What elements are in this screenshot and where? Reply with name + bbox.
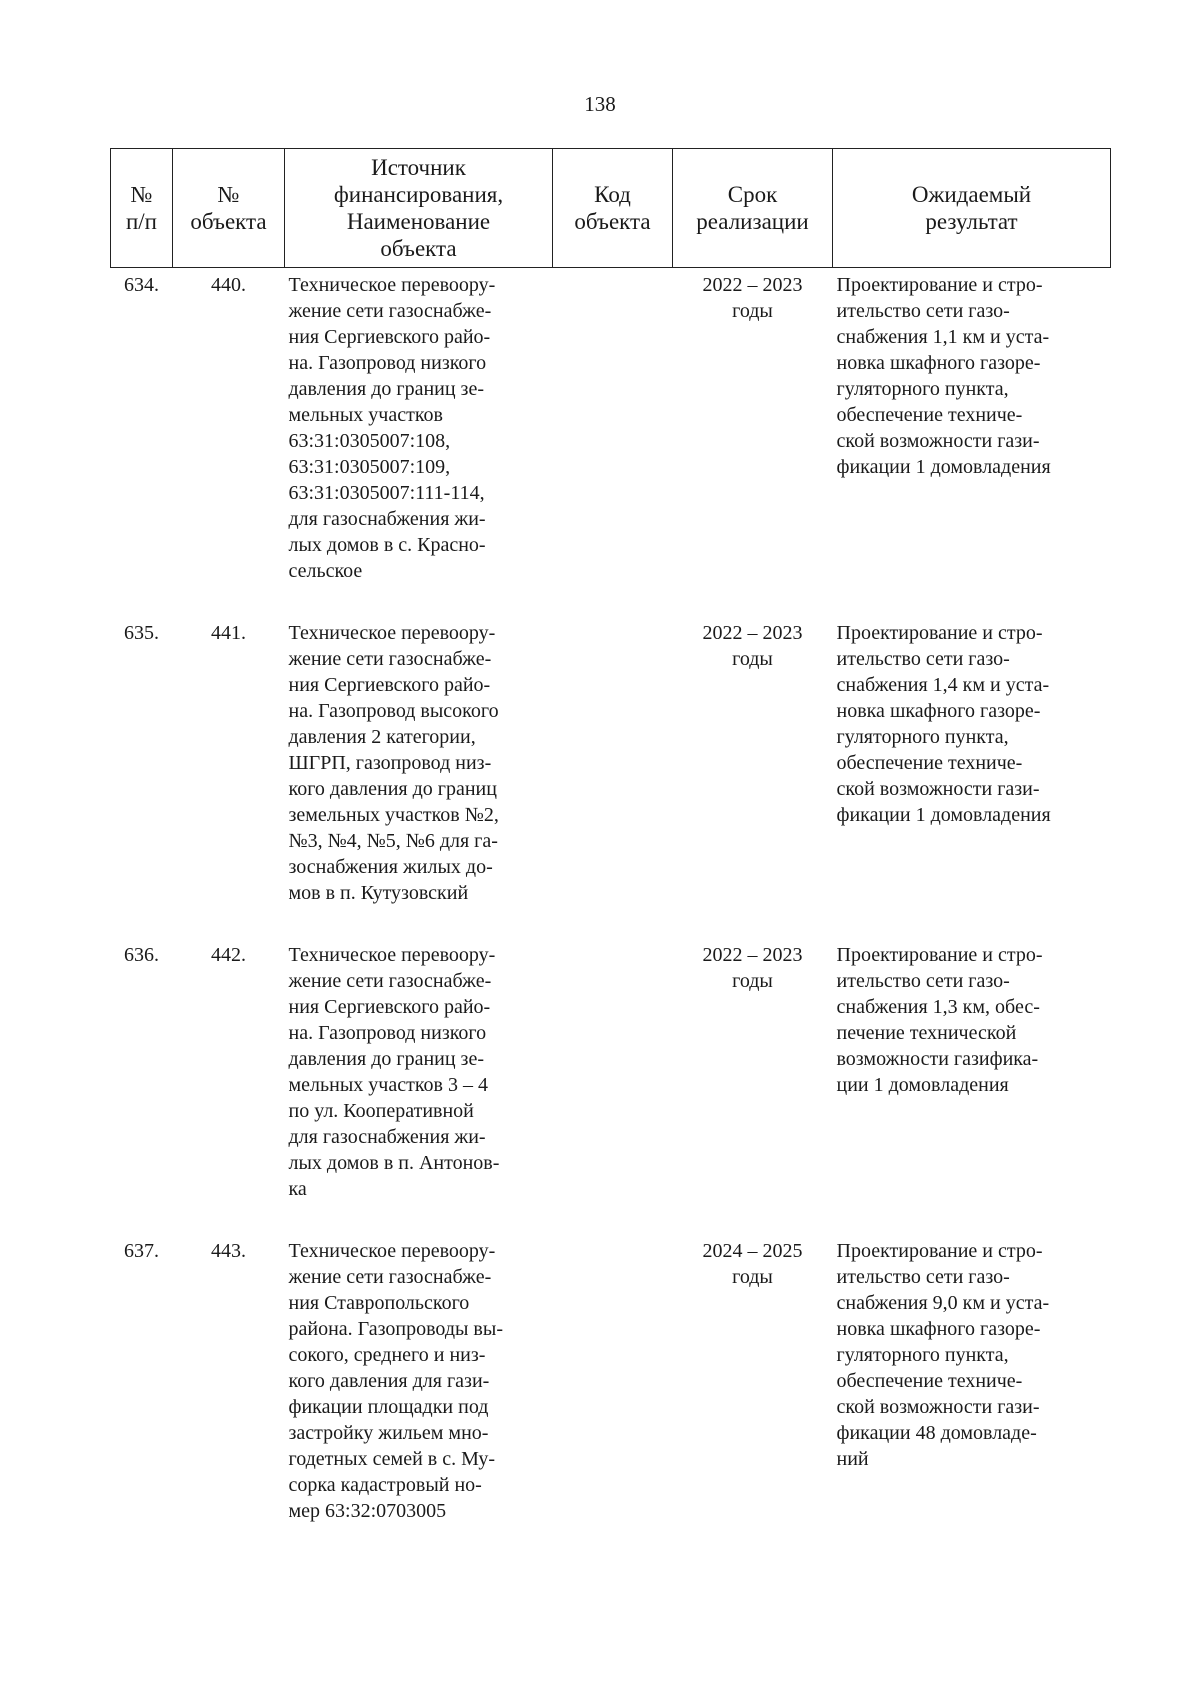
table-row bbox=[111, 268, 1111, 617]
expected-result bbox=[833, 1234, 1111, 1556]
text-line: Наименование bbox=[346, 209, 491, 234]
header-row-number bbox=[111, 149, 173, 268]
text-line: ской возможности гази- bbox=[836, 1396, 1040, 1418]
funding-source bbox=[285, 938, 553, 1234]
text-line: кого давления для гази- bbox=[288, 1370, 490, 1392]
objects-table bbox=[110, 148, 1111, 1556]
text-line: 2022 – 2023 bbox=[702, 944, 803, 966]
text-line: ительство сети газо- bbox=[836, 300, 1010, 322]
funding-source bbox=[285, 616, 553, 938]
implementation-period bbox=[673, 1234, 833, 1556]
text-line: для газоснабжения жи- bbox=[288, 508, 486, 530]
text-line: Техническое перевоору- bbox=[288, 274, 496, 296]
text-line: Проектирование и стро- bbox=[836, 274, 1043, 296]
text-line: мов в п. Кутузовский bbox=[288, 882, 469, 904]
text-line: Техническое перевоору- bbox=[288, 944, 496, 966]
text-line: объекта bbox=[380, 236, 457, 261]
text-line: № bbox=[130, 182, 153, 207]
text-line: ской возможности гази- bbox=[836, 430, 1040, 452]
text-line: возможности газифика- bbox=[836, 1048, 1039, 1070]
object-code bbox=[553, 938, 673, 1234]
text-line: ния Сергиевского райо- bbox=[288, 674, 491, 696]
object-number: 441. bbox=[211, 622, 246, 644]
header-expected-result bbox=[833, 149, 1111, 268]
row-number: 635. bbox=[124, 622, 159, 644]
text-line: № bbox=[217, 182, 240, 207]
text-line: реализации bbox=[696, 209, 809, 234]
text-line: обеспечение техниче- bbox=[836, 404, 1023, 426]
text-line: на. Газопровод низкого bbox=[288, 1022, 487, 1044]
row-number: 636. bbox=[124, 944, 159, 966]
text-line: лых домов в с. Красно- bbox=[288, 534, 486, 556]
implementation-period bbox=[673, 616, 833, 938]
text-line: гуляторного пункта, bbox=[836, 378, 1009, 400]
text-line: сельское bbox=[288, 560, 363, 582]
text-line: ции 1 домовладения bbox=[836, 1074, 1009, 1096]
object-number: 443. bbox=[211, 1240, 246, 1262]
text-line: сорка кадастровый но- bbox=[288, 1474, 482, 1496]
text-line: снабжения 1,3 км, обес- bbox=[836, 996, 1040, 1018]
text-line: сокого, среднего и низ- bbox=[288, 1344, 486, 1366]
text-line: финансирования, bbox=[333, 182, 504, 207]
text-line: на. Газопровод низкого bbox=[288, 352, 487, 374]
text-line: жение сети газоснабже- bbox=[288, 648, 492, 670]
text-line: 63:31:0305007:109, bbox=[288, 456, 451, 478]
text-line: Проектирование и стро- bbox=[836, 622, 1043, 644]
text-line: годы bbox=[732, 1266, 773, 1288]
text-line: застройку жильем мно- bbox=[288, 1422, 489, 1444]
text-line: на. Газопровод высокого bbox=[288, 700, 499, 722]
text-line: объекта bbox=[190, 209, 267, 234]
text-line: жение сети газоснабже- bbox=[288, 1266, 492, 1288]
text-line: для газоснабжения жи- bbox=[288, 1126, 486, 1148]
text-line: ительство сети газо- bbox=[836, 970, 1010, 992]
table-row bbox=[111, 616, 1111, 938]
text-line: фикации 1 домовладения bbox=[836, 456, 1051, 478]
text-line: гуляторного пункта, bbox=[836, 726, 1009, 748]
text-line: снабжения 1,4 км и уста- bbox=[836, 674, 1050, 696]
text-line: Проектирование и стро- bbox=[836, 944, 1043, 966]
text-line: мер 63:32:0703005 bbox=[288, 1500, 447, 1522]
text-line: снабжения 9,0 км и уста- bbox=[836, 1292, 1050, 1314]
text-line: п/п bbox=[125, 209, 157, 234]
text-line: кого давления до границ bbox=[288, 778, 497, 800]
text-line: давления до границ зе- bbox=[288, 1048, 484, 1070]
text-line: новка шкафного газоре- bbox=[836, 1318, 1041, 1340]
funding-source bbox=[285, 1234, 553, 1556]
text-line: гуляторного пункта, bbox=[836, 1344, 1009, 1366]
table-header-row bbox=[111, 149, 1111, 268]
text-line: по ул. Кооперативной bbox=[288, 1100, 474, 1122]
text-line: №3, №4, №5, №6 для га- bbox=[288, 830, 498, 852]
text-line: ительство сети газо- bbox=[836, 1266, 1010, 1288]
text-line: района. Газопроводы вы- bbox=[288, 1318, 503, 1340]
text-line: 63:31:0305007:108, bbox=[288, 430, 451, 452]
object-code bbox=[553, 268, 673, 617]
text-line: 2022 – 2023 bbox=[702, 622, 803, 644]
header-object-number bbox=[173, 149, 285, 268]
object-number: 440. bbox=[211, 274, 246, 296]
funding-source bbox=[285, 268, 553, 617]
text-line: ния Сергиевского райо- bbox=[288, 996, 491, 1018]
text-line: мельных участков bbox=[288, 404, 443, 426]
text-line: Ожидаемый bbox=[911, 182, 1032, 207]
text-line: ния Сергиевского райо- bbox=[288, 326, 491, 348]
object-number: 442. bbox=[211, 944, 246, 966]
expected-result bbox=[833, 268, 1111, 617]
table-row bbox=[111, 1234, 1111, 1556]
text-line: 2024 – 2025 bbox=[702, 1240, 803, 1262]
text-line: новка шкафного газоре- bbox=[836, 352, 1041, 374]
table-row bbox=[111, 938, 1111, 1234]
text-line: ШГРП, газопровод низ- bbox=[288, 752, 492, 774]
text-line: Проектирование и стро- bbox=[836, 1240, 1043, 1262]
text-line: зоснабжения жилых до- bbox=[288, 856, 493, 878]
text-line: обеспечение техниче- bbox=[836, 1370, 1023, 1392]
text-line: годетных семей в с. Му- bbox=[288, 1448, 496, 1470]
text-line: Код bbox=[594, 182, 631, 207]
table-body bbox=[111, 268, 1111, 1557]
text-line: снабжения 1,1 км и уста- bbox=[836, 326, 1050, 348]
text-line: лых домов в п. Антонов- bbox=[288, 1152, 500, 1174]
text-line: ния Ставропольского bbox=[288, 1292, 470, 1314]
object-code bbox=[553, 616, 673, 938]
row-number: 637. bbox=[124, 1240, 159, 1262]
text-line: 2022 – 2023 bbox=[702, 274, 803, 296]
text-line: 63:31:0305007:111-114, bbox=[288, 482, 485, 504]
text-line: Срок bbox=[727, 182, 778, 207]
text-line: давления 2 категории, bbox=[288, 726, 476, 748]
text-line: обеспечение техниче- bbox=[836, 752, 1023, 774]
text-line: фикации площадки под bbox=[288, 1396, 489, 1418]
header-object-code bbox=[553, 149, 673, 268]
implementation-period bbox=[673, 268, 833, 617]
text-line: объекта bbox=[574, 209, 651, 234]
expected-result bbox=[833, 938, 1111, 1234]
header-funding-source bbox=[285, 149, 553, 268]
expected-result bbox=[833, 616, 1111, 938]
text-line: ительство сети газо- bbox=[836, 648, 1010, 670]
text-line: жение сети газоснабже- bbox=[288, 300, 492, 322]
implementation-period bbox=[673, 938, 833, 1234]
row-number: 634. bbox=[124, 274, 159, 296]
text-line: жение сети газоснабже- bbox=[288, 970, 492, 992]
text-line: фикации 1 домовладения bbox=[836, 804, 1051, 826]
text-line: Источник bbox=[371, 155, 466, 180]
text-line: годы bbox=[732, 970, 773, 992]
text-line: фикации 48 домовладе- bbox=[836, 1422, 1037, 1444]
page-number: 138 bbox=[584, 92, 616, 116]
text-line: годы bbox=[732, 648, 773, 670]
text-line: давления до границ зе- bbox=[288, 378, 484, 400]
object-code bbox=[553, 1234, 673, 1556]
text-line: новка шкафного газоре- bbox=[836, 700, 1041, 722]
text-line: годы bbox=[732, 300, 773, 322]
header-implementation-period bbox=[673, 149, 833, 268]
text-line: земельных участков №2, bbox=[288, 804, 499, 826]
text-line: ний bbox=[836, 1448, 869, 1470]
text-line: Техническое перевоору- bbox=[288, 622, 496, 644]
text-line: мельных участков 3 – 4 bbox=[288, 1074, 488, 1096]
text-line: Техническое перевоору- bbox=[288, 1240, 496, 1262]
text-line: печение технической bbox=[836, 1022, 1017, 1044]
text-line: ка bbox=[288, 1178, 307, 1200]
text-line: ской возможности гази- bbox=[836, 778, 1040, 800]
text-line: результат bbox=[925, 209, 1018, 234]
